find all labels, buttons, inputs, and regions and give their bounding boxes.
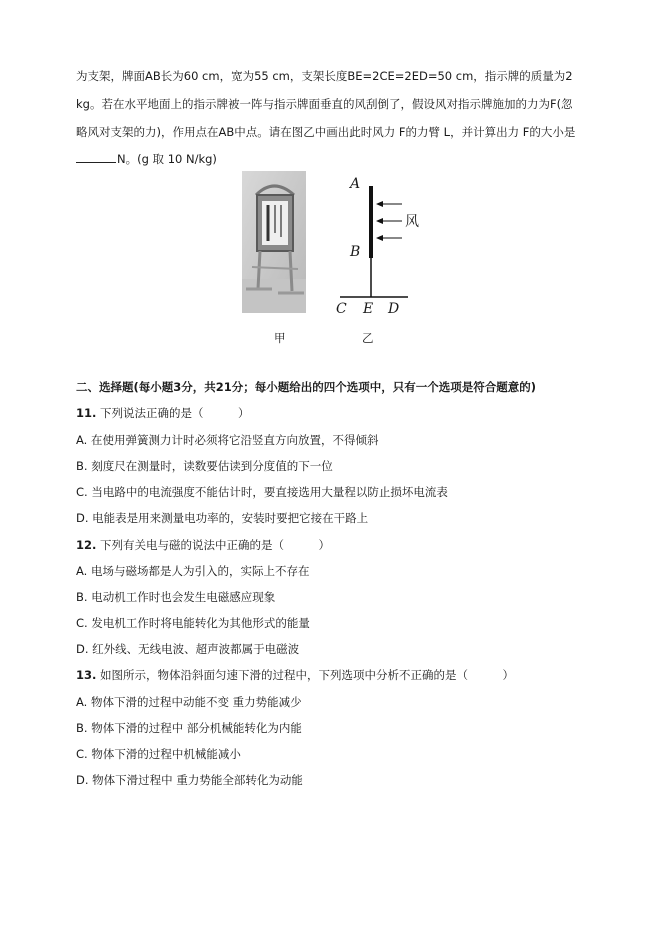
label-a: A [350, 176, 361, 192]
section-title: 二、选择题(每小题3分，共21分；每小题给出的四个选项中，只有一个选项是符合题意的) [76, 380, 537, 394]
option: D. 电能表是用来测量电功率的，安装时要把它接在干路上 [76, 511, 369, 525]
label-d: D [388, 301, 400, 317]
option: D. 红外线、无线电波、超声波都属于电磁波 [76, 642, 300, 656]
sign-photo [242, 171, 306, 313]
question-number: 12. [76, 538, 97, 552]
question-stem: 下列说法正确的是（ ） [100, 406, 250, 420]
option: B. 刻度尺在测量时，读数要估读到分度值的下一位 [76, 459, 333, 473]
question-number: 11. [76, 406, 97, 420]
intro-line-2: kg。若在水平地面上的指示牌被一阵与指示牌面垂直的风刮倒了，假设风对指示牌施加的力为F(忽 [76, 97, 573, 111]
question-11 [76, 405, 250, 421]
label-e: E [363, 301, 374, 317]
caption-left: 甲 [274, 331, 286, 345]
option: B. 物体下滑的过程中 部分机械能转化为内能 [76, 721, 302, 735]
question-number: 13. [76, 668, 97, 682]
label-b: B [350, 244, 361, 260]
option: D. 物体下滑过程中 重力势能全部转化为动能 [76, 773, 303, 787]
intro-line-3: 略风对支架的力)，作用点在AB中点。请在图乙中画出此时风力 F的力臂 L，并计算出力 F的大小是 [76, 125, 576, 139]
intro-line-1: 为支架，牌面AB长为60 cm，宽为55 cm，支架长度BE=2CE=2ED=50 cm，指示牌的质量为2 [76, 69, 573, 83]
intro-line-4-tail: N。(g 取 10 N/kg) [117, 152, 217, 166]
option: A. 电场与磁场都是人为引入的，实际上不存在 [76, 564, 310, 578]
question-stem: 如图所示，物体沿斜面匀速下滑的过程中，下列选项中分析不正确的是（ ） [100, 668, 515, 682]
intro-line-4 [76, 150, 217, 167]
option: A. 在使用弹簧测力计时必须将它沿竖直方向放置，不得倾斜 [76, 433, 379, 447]
option: C. 发电机工作时将电能转化为其他形式的能量 [76, 616, 310, 630]
question-13 [76, 667, 514, 683]
sign-photo-graphic [242, 171, 306, 313]
option: C. 当电路中的电流强度不能估计时，要直接选用大量程以防止损坏电流表 [76, 485, 448, 499]
question-12 [76, 537, 330, 553]
question-stem: 下列有关电与磁的说法中正确的是（ ） [100, 538, 331, 552]
answer-blank [76, 150, 116, 163]
option: C. 物体下滑的过程中机械能减小 [76, 747, 241, 761]
wind-arrows [376, 201, 402, 241]
label-wind: 风 [405, 214, 419, 230]
caption-right: 乙 [362, 331, 374, 345]
option: A. 物体下滑的过程中动能不变 重力势能减少 [76, 695, 302, 709]
label-c: C [336, 301, 347, 317]
option: B. 电动机工作时也会发生电磁感应现象 [76, 590, 276, 604]
